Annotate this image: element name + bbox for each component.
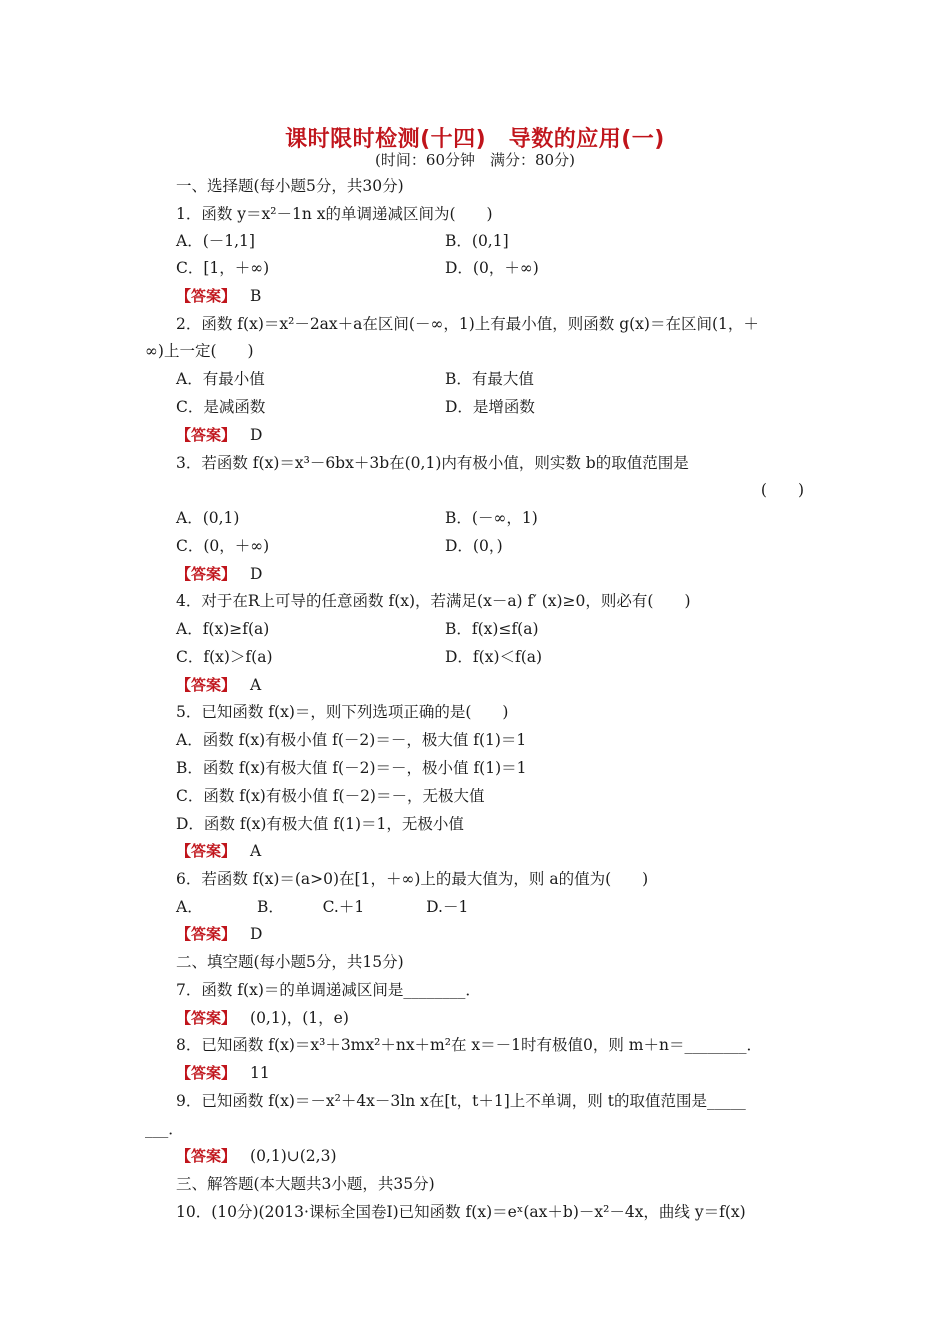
q3-option-a: A．(0,1) bbox=[176, 509, 240, 527]
answer-tag: 【答案】 bbox=[176, 842, 237, 860]
answer-value: A bbox=[250, 676, 262, 694]
q6-options: A． B． C.＋1 D.－1 bbox=[176, 898, 469, 916]
q1-option-c: C．[1，＋∞) bbox=[176, 259, 270, 277]
q4-option-b: B．f(x)≤f(a) bbox=[445, 620, 539, 638]
answer-value: (0,1)∪(2,3) bbox=[250, 1147, 337, 1165]
answer-tag: 【答案】 bbox=[176, 925, 237, 943]
q2-option-b: B．有最大值 bbox=[445, 370, 534, 388]
answer-value: D bbox=[250, 565, 263, 583]
q5-option-a: A．函数 f(x)有极小值 f(－2)＝－，极大值 f(1)＝1 bbox=[176, 731, 527, 749]
q3-option-d: D．(0，) bbox=[445, 537, 503, 555]
q5-option-b: B．函数 f(x)有极大值 f(－2)＝－，极小值 f(1)＝1 bbox=[176, 759, 527, 777]
q9-answer bbox=[176, 1146, 337, 1166]
q3-option-b: B．(－∞，1) bbox=[445, 509, 538, 527]
q8-stem: 8．已知函数 f(x)＝x³＋3mx²＋nx＋m²在 x＝－1时有极值0，则 m＋n＝________． bbox=[176, 1036, 762, 1054]
q4-option-a: A．f(x)≥f(a) bbox=[176, 620, 270, 638]
answer-tag: 【答案】 bbox=[176, 426, 237, 444]
section-heading-fill: 二、填空题(每小题5分，共15分) bbox=[176, 953, 404, 971]
q7-answer bbox=[176, 1008, 349, 1028]
section-heading-choice: 一、选择题(每小题5分，共30分) bbox=[176, 177, 404, 195]
section-heading-solve: 三、解答题(本大题共3小题，共35分) bbox=[176, 1175, 435, 1193]
q7-stem: 7．函数 f(x)＝的单调递减区间是________． bbox=[176, 981, 481, 999]
q3-stem-line1: 3．若函数 f(x)＝x³－6bx＋3b在(0,1)内有极小值，则实数 b的取值范围是 bbox=[176, 454, 689, 472]
answer-value: (0,1)，(1，e) bbox=[250, 1009, 349, 1027]
q1-answer bbox=[176, 286, 261, 306]
answer-value: B bbox=[250, 287, 262, 305]
answer-tag: 【答案】 bbox=[176, 676, 237, 694]
q8-answer bbox=[176, 1063, 270, 1083]
q2-option-c: C．是减函数 bbox=[176, 398, 266, 416]
answer-value: D bbox=[250, 426, 263, 444]
q3-answer bbox=[176, 564, 262, 584]
q9-stem-line2: ___． bbox=[145, 1120, 184, 1138]
q2-stem-line1: 2．函数 f(x)＝x²－2ax＋a在区间(－∞，1)上有最小值，则函数 g(x)＝在区间(1，＋ bbox=[176, 315, 759, 333]
q2-option-d: D．是增函数 bbox=[445, 398, 535, 416]
q1-stem: 1．函数 y＝x²－1n x的单调递减区间为( ) bbox=[176, 205, 493, 223]
q1-option-d: D．(0，＋∞) bbox=[445, 259, 539, 277]
q9-stem-line1: 9．已知函数 f(x)＝－x²＋4x－3ln x在[t，t＋1]上不单调，则 t的取值范围是_____ bbox=[176, 1092, 746, 1110]
time-score-line: (时间：60分钟 满分：80分) bbox=[375, 151, 575, 169]
answer-tag: 【答案】 bbox=[176, 1147, 237, 1165]
q6-stem: 6．若函数 f(x)＝(a>0)在[1，＋∞)上的最大值为，则 a的值为( ) bbox=[176, 870, 649, 888]
answer-tag: 【答案】 bbox=[176, 287, 237, 305]
q4-option-c: C．f(x)＞f(a) bbox=[176, 648, 273, 666]
answer-tag: 【答案】 bbox=[176, 1009, 237, 1027]
q2-option-a: A．有最小值 bbox=[176, 370, 265, 388]
page-title: 课时限时检测(十四) 导数的应用(一) bbox=[285, 127, 665, 152]
q1-option-b: B．(0,1] bbox=[445, 232, 509, 250]
answer-value: D bbox=[250, 925, 263, 943]
answer-value: A bbox=[250, 842, 262, 860]
q5-option-c: C．函数 f(x)有极小值 f(－2)＝－，无极大值 bbox=[176, 787, 485, 805]
answer-value: 11 bbox=[250, 1064, 270, 1082]
q5-stem: 5．已知函数 f(x)＝，则下列选项正确的是( ) bbox=[176, 703, 509, 721]
q10-stem: 10．(10分)(2013·课标全国卷Ⅰ)已知函数 f(x)＝eˣ(ax＋b)－x²－4x，曲线 y＝f(x) bbox=[176, 1203, 746, 1221]
q3-stem-line2: ( ) bbox=[760, 481, 804, 499]
q4-stem: 4．对于在R上可导的任意函数 f(x)，若满足(x－a) f′ (x)≥0，则必有( ) bbox=[176, 592, 691, 610]
q1-option-a: A．(－1,1] bbox=[176, 232, 255, 250]
q2-answer bbox=[176, 425, 262, 445]
q6-answer bbox=[176, 924, 262, 944]
q5-option-d: D．函数 f(x)有极大值 f(1)＝1，无极小值 bbox=[176, 815, 464, 833]
q4-option-d: D．f(x)＜f(a) bbox=[445, 648, 543, 666]
q3-option-c: C．(0，＋∞) bbox=[176, 537, 270, 555]
q4-answer bbox=[176, 675, 261, 695]
answer-tag: 【答案】 bbox=[176, 1064, 237, 1082]
answer-tag: 【答案】 bbox=[176, 565, 237, 583]
q2-stem-line2: ∞)上一定( ) bbox=[145, 342, 254, 360]
q5-answer bbox=[176, 841, 261, 861]
